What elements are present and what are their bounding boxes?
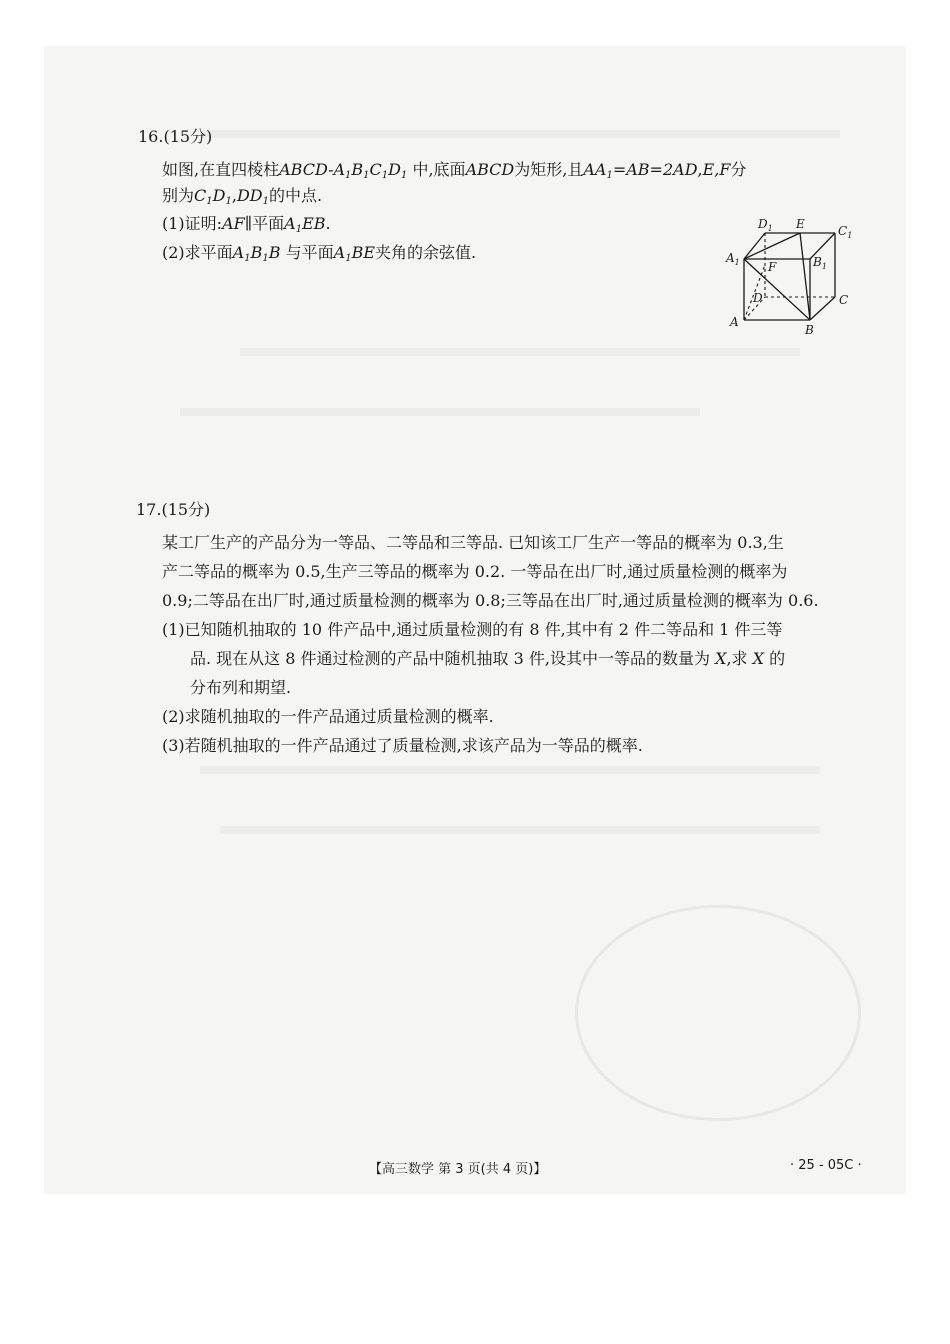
bleed-through-line bbox=[180, 408, 700, 416]
label-d1: $D_1$ bbox=[758, 217, 773, 233]
label-d: D bbox=[753, 291, 763, 305]
q17-part3: (3)若随机抽取的一件产品通过了质量检测,求该产品为一等品的概率. bbox=[162, 736, 643, 755]
q17-stem-line1: 某工厂生产的产品分为一等品、二等品和三等品. 已知该工厂生产一等品的概率为 0.3,生 bbox=[162, 533, 784, 552]
q17-header: 17.(15分) bbox=[136, 500, 211, 519]
edge-a1-d1 bbox=[744, 233, 765, 259]
label-a: A bbox=[730, 315, 739, 329]
q16-header: 16.(15分) bbox=[138, 127, 213, 146]
footer-page-info: 【高三数学 第 3 页(共 4 页)】 bbox=[369, 1162, 547, 1177]
q17-stem-line3: 0.9;二等品在出厂时,通过质量检测的概率为 0.8;三等品在出厂时,通过质量检测的概率为 0.6. bbox=[162, 591, 819, 610]
segment-a1-e bbox=[744, 233, 800, 259]
faded-stamp-watermark bbox=[575, 905, 861, 1121]
edge-b-c bbox=[810, 297, 835, 320]
label-b: B bbox=[805, 323, 814, 337]
bleed-through-line bbox=[200, 766, 820, 774]
segment-a1-b bbox=[744, 259, 810, 320]
q16-part1: (1)证明:AF∥平面$A_1EB$. bbox=[162, 214, 331, 235]
q17-part1-line2: 品. 现在从这 8 件通过检测的产品中随机抽取 3 件,设其中一等品的数量为 X,求 X 的 bbox=[190, 649, 786, 668]
label-c1: $C_1$ bbox=[838, 224, 853, 240]
q17-part1-line3: 分布列和期望. bbox=[190, 678, 292, 697]
q17-part2: (2)求随机抽取的一件产品通过质量检测的概率. bbox=[162, 707, 494, 726]
bleed-through-line bbox=[220, 826, 820, 834]
prism-figure bbox=[722, 214, 862, 338]
q16-part2: (2)求平面$A_1B_1B$ 与平面$A_1BE$夹角的余弦值. bbox=[162, 243, 477, 264]
segment-e-b bbox=[800, 233, 810, 320]
q17-part1-line1: (1)已知随机抽取的 10 件产品中,通过质量检测的有 8 件,其中有 2 件二等品和 1 件三等 bbox=[162, 620, 783, 639]
label-c: C bbox=[839, 293, 849, 307]
q17-stem-line2: 产二等品的概率为 0.5,生产三等品的概率为 0.2. 一等品在出厂时,通过质量检测的概率为 bbox=[162, 562, 788, 581]
footer-code: · 25 - 05C · bbox=[790, 1158, 862, 1173]
label-e: E bbox=[796, 217, 805, 231]
label-f: F bbox=[768, 260, 777, 274]
bleed-through-line bbox=[240, 348, 800, 356]
label-b1: $B_1$ bbox=[813, 255, 827, 271]
bleed-through-line bbox=[200, 130, 840, 138]
q16-line2: 别为$C_1D_1,DD_1$的中点. bbox=[162, 186, 323, 207]
q16-line1: 如图,在直四棱柱ABCD-$A_1B_1C_1D_1$ 中,底面ABCD为矩形,且$AA_1=AB=2AD,E,F$分 bbox=[162, 160, 747, 181]
label-a1: $A_1$ bbox=[726, 251, 740, 267]
